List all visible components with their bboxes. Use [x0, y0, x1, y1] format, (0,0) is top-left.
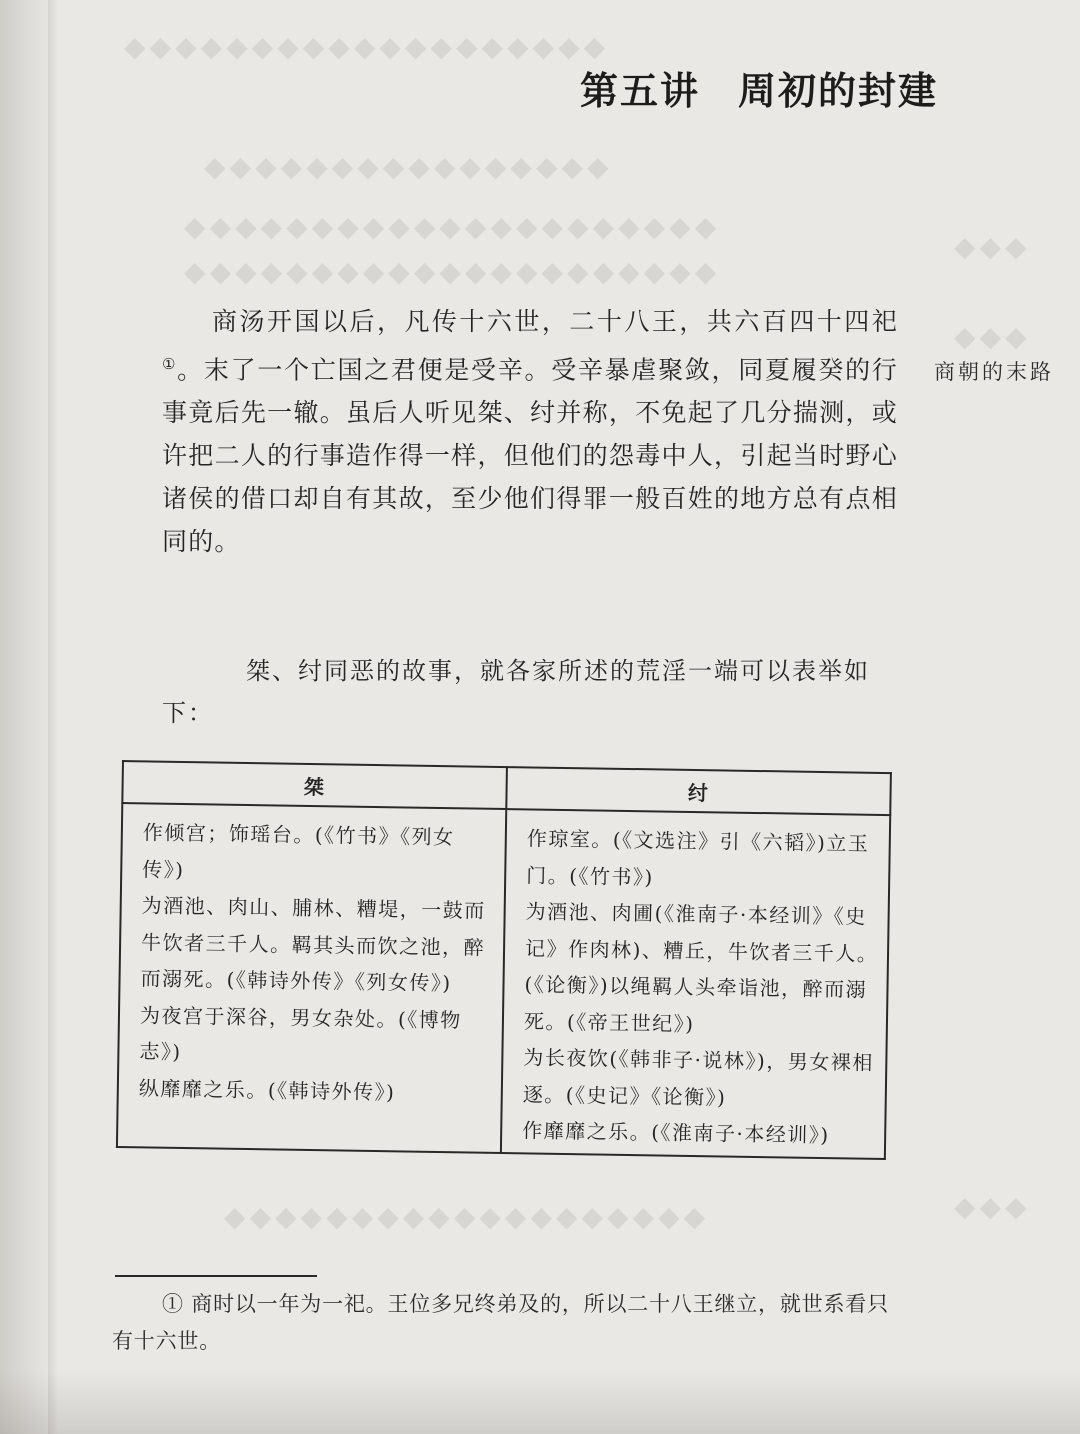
- column-header-jie: 桀: [122, 761, 507, 809]
- footnote: ① 商时以一年为一祀。王位多兄终弟及的，所以二十八王继立，就世系看只有十六世。: [112, 1292, 889, 1353]
- table-entry: 为酒池、肉山、脯林、糟堤，一鼓而牛饮者三千人。羁其头而饮之池，醉而溺死。(《韩诗外传》《列女传》): [140, 893, 486, 996]
- jie-cell: [117, 803, 506, 1153]
- table-entry: 为夜宫于深谷，男女杂处。(《博物志》): [139, 1002, 462, 1064]
- book-page-edge: [0, 0, 48, 1434]
- table-entry: 作倾宫；饰瑶台。(《竹书》《列女传》): [142, 820, 455, 882]
- body-paragraph-2: 桀、纣同恶的故事，就各家所述的荒淫一端可以表举如下：: [162, 657, 870, 727]
- bleed-through-text: ◆◆◆: [950, 230, 1027, 263]
- table-entry: 纵靡靡之乐。(《韩诗外传》): [138, 1075, 396, 1104]
- zhou-cell: [501, 809, 890, 1159]
- table-entry: 为酒池、肉圃(《淮南子·本经训》《史记》作肉林)、糟丘，牛饮者三千人。(《论衡》)以绳羁人头牵诣池，醉而溺死。(《帝王世纪》): [523, 899, 879, 1036]
- chapter-number: 第五讲: [580, 68, 701, 113]
- bleed-through-text: ◆◆◆: [950, 1190, 1027, 1223]
- page-shadow: [0, 1370, 1080, 1434]
- chapter-name: 周初的封建: [738, 68, 939, 113]
- paragraph-text-end: 。末了一个亡国之君便是受辛。受辛暴虐聚敛，同夏履癸的行事竟后先一辙。虽后人听见桀、纣并称，不免起了几分揣测，或许把二人的行事造作得一样，但他们的怨毒中人，引起当时野心诸侯的借口却自有其故，至少他们得罪一般百姓的地方总有点相同的。: [162, 355, 898, 557]
- column-header-zhou: 纣: [506, 767, 891, 815]
- footnote-divider: [115, 1275, 317, 1277]
- bleed-through-text: ◆◆◆◆◆◆◆◆◆◆◆◆◆◆◆◆: [200, 150, 609, 183]
- table-entry: 作靡靡之乐。(《淮南子·本经训》): [522, 1118, 830, 1148]
- comparison-table: [116, 760, 892, 1160]
- bleed-through-text: ◆◆◆◆◆◆◆◆◆◆◆◆◆◆◆◆◆◆◆◆◆: [180, 210, 717, 243]
- table-entry: 为长夜饮(《韩非子·说林》)，男女裸相逐。(《史记》《论衡》): [522, 1045, 874, 1110]
- margin-note: 商朝的末路: [934, 360, 1054, 384]
- footnote-marker[interactable]: ①: [162, 355, 178, 373]
- body-paragraph-1: [162, 300, 898, 563]
- bleed-through-text: ◆◆◆◆◆◆◆◆◆◆◆◆◆◆◆◆◆◆◆: [120, 30, 606, 63]
- table-row: [117, 803, 890, 1159]
- bleed-through-text: ◆◆◆: [950, 320, 1027, 353]
- paragraph-text-start: 商汤开国以后，凡传十六世，二十八王，共六百四十四祀: [212, 307, 898, 336]
- bleed-through-text: ◆◆◆◆◆◆◆◆◆◆◆◆◆◆◆◆◆◆◆: [220, 1200, 706, 1233]
- book-page-gutter: [48, 0, 58, 1434]
- chapter-title: [580, 60, 938, 115]
- bleed-through-text: ◆◆◆◆◆◆◆◆◆◆◆◆◆◆◆◆◆◆◆◆◆: [180, 255, 717, 288]
- table-entry: 作琼室。(《文选注》引《六韬》)立玉门。(《竹书》): [526, 826, 870, 889]
